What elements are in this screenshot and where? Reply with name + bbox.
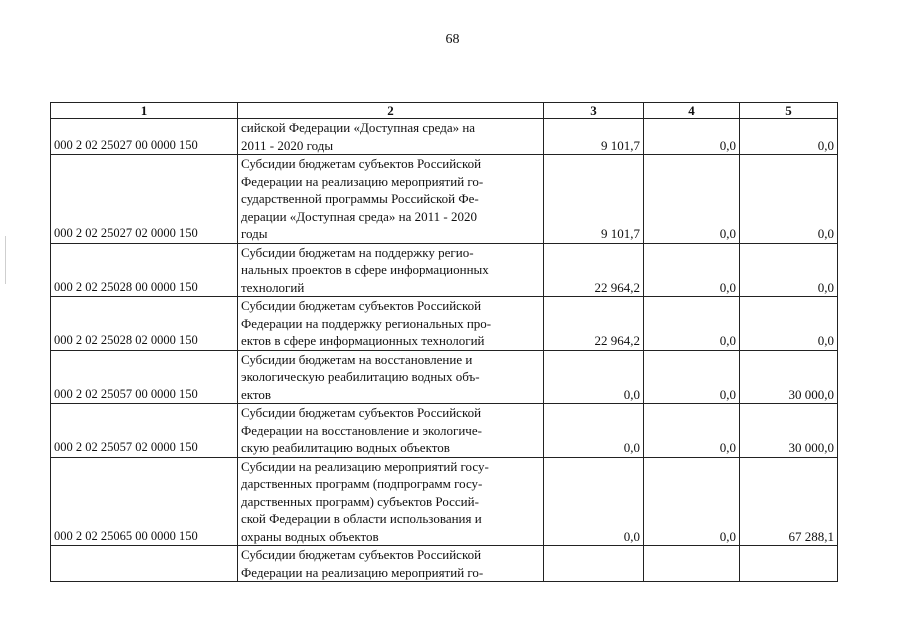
- amount-cell-col3: 22 964,2: [544, 297, 644, 351]
- budget-revenue-table: [50, 102, 838, 582]
- revenue-name-line: экологическую реабилитацию водных объ-: [241, 369, 480, 384]
- page-number: 68: [445, 32, 460, 47]
- revenue-name-line: охраны водных объектов: [241, 528, 379, 544]
- budget-code-cell: [51, 546, 238, 582]
- amount-cell-col5: 30 000,0: [740, 350, 838, 404]
- amount-cell-col4: 0,0: [644, 404, 740, 458]
- revenue-name-line: сударственной программы Российской Фе-: [241, 191, 479, 206]
- revenue-name-cell: [238, 243, 544, 297]
- amount-cell-col4: 0,0: [644, 243, 740, 297]
- amount-cell-col3: 9 101,7: [544, 155, 644, 244]
- column-header-5: 5: [740, 103, 838, 119]
- revenue-name-line: ектов в сфере информационных технологий: [241, 333, 485, 348]
- revenue-name-cell: [238, 155, 544, 244]
- revenue-name-line: ской Федерации в области использования и: [241, 511, 482, 526]
- revenue-name-line: Субсидии бюджетам субъектов Российской: [241, 547, 482, 562]
- revenue-name-line: Федерации на восстановление и экологиче-: [241, 422, 482, 438]
- table-row: [51, 404, 838, 458]
- amount-cell-col5: 30 000,0: [740, 404, 838, 458]
- revenue-name-line: ектов: [241, 386, 272, 402]
- revenue-name-cell: [238, 457, 544, 546]
- revenue-name-cell: [238, 119, 544, 155]
- revenue-name-line: Субсидии бюджетам субъектов Российской: [241, 405, 482, 420]
- revenue-name-cell: [238, 350, 544, 404]
- budget-code-cell: 000 2 02 25057 02 0000 150: [51, 404, 238, 458]
- table-row: [51, 297, 838, 351]
- amount-cell-col3: 0,0: [544, 404, 644, 458]
- amount-cell-col4: 0,0: [644, 119, 740, 155]
- column-header-3: 3: [544, 103, 644, 119]
- scan-margin-mark: [5, 236, 6, 284]
- revenue-name-line: дерации «Доступная среда» на 2011 - 2020: [241, 208, 477, 224]
- amount-cell-col4: [644, 546, 740, 582]
- amount-cell-col4: 0,0: [644, 350, 740, 404]
- table-header-row: [51, 103, 838, 119]
- amount-cell-col4: 0,0: [644, 155, 740, 244]
- table-row: [51, 243, 838, 297]
- table-row: [51, 457, 838, 546]
- table-row: [51, 119, 838, 155]
- revenue-name-line: скую реабилитацию водных объектов: [241, 440, 450, 455]
- revenue-name-line: годы: [241, 226, 268, 241]
- column-header-2: 2: [238, 103, 544, 119]
- budget-code-cell: 000 2 02 25028 00 0000 150: [51, 243, 238, 297]
- revenue-name-line: Субсидии бюджетам субъектов Российской: [241, 298, 482, 313]
- amount-cell-col5: 0,0: [740, 155, 838, 244]
- revenue-name-cell: [238, 297, 544, 351]
- amount-cell-col3: [544, 546, 644, 582]
- revenue-name-cell: [238, 404, 544, 458]
- revenue-name-line: Федерации на поддержку региональных про-: [241, 315, 492, 331]
- amount-cell-col3: 0,0: [544, 457, 644, 546]
- revenue-name-line: дарственных программ (подпрограмм госу-: [241, 476, 483, 491]
- revenue-name-line: Федерации на реализацию мероприятий го-: [241, 173, 484, 189]
- table-row: [51, 155, 838, 244]
- table-body: [51, 119, 838, 582]
- amount-cell-col5: 0,0: [740, 119, 838, 155]
- amount-cell-col5: [740, 546, 838, 582]
- revenue-name-line: нальных проектов в сфере информационных: [241, 262, 489, 277]
- budget-code-cell: 000 2 02 25057 00 0000 150: [51, 350, 238, 404]
- amount-cell-col5: 67 288,1: [740, 457, 838, 546]
- budget-code-cell: 000 2 02 25027 02 0000 150: [51, 155, 238, 244]
- amount-cell-col5: 0,0: [740, 297, 838, 351]
- revenue-name-line: 2011 - 2020 годы: [241, 137, 334, 153]
- budget-code-cell: 000 2 02 25028 02 0000 150: [51, 297, 238, 351]
- revenue-name-line: Субсидии бюджетам на восстановление и: [241, 351, 473, 367]
- revenue-name-line: Федерации на реализацию мероприятий го-: [241, 564, 484, 580]
- budget-code-cell: 000 2 02 25027 00 0000 150: [51, 119, 238, 155]
- revenue-name-line: дарственных программ) субъектов Россий-: [241, 493, 479, 509]
- revenue-name-line: технологий: [241, 279, 305, 295]
- budget-code-cell: 000 2 02 25065 00 0000 150: [51, 457, 238, 546]
- table-row: [51, 546, 838, 582]
- amount-cell-col4: 0,0: [644, 457, 740, 546]
- table-row: [51, 350, 838, 404]
- amount-cell-col4: 0,0: [644, 297, 740, 351]
- column-header-4: 4: [644, 103, 740, 119]
- amount-cell-col3: 9 101,7: [544, 119, 644, 155]
- revenue-name-line: Субсидии бюджетам субъектов Российской: [241, 156, 482, 171]
- revenue-name-cell: [238, 546, 544, 582]
- amount-cell-col3: 22 964,2: [544, 243, 644, 297]
- revenue-name-line: Субсидии на реализацию мероприятий госу-: [241, 458, 489, 474]
- amount-cell-col3: 0,0: [544, 350, 644, 404]
- column-header-1: 1: [51, 103, 238, 119]
- amount-cell-col5: 0,0: [740, 243, 838, 297]
- revenue-name-line: Субсидии бюджетам на поддержку регио-: [241, 244, 474, 260]
- revenue-name-line: сийской Федерации «Доступная среда» на: [241, 120, 476, 135]
